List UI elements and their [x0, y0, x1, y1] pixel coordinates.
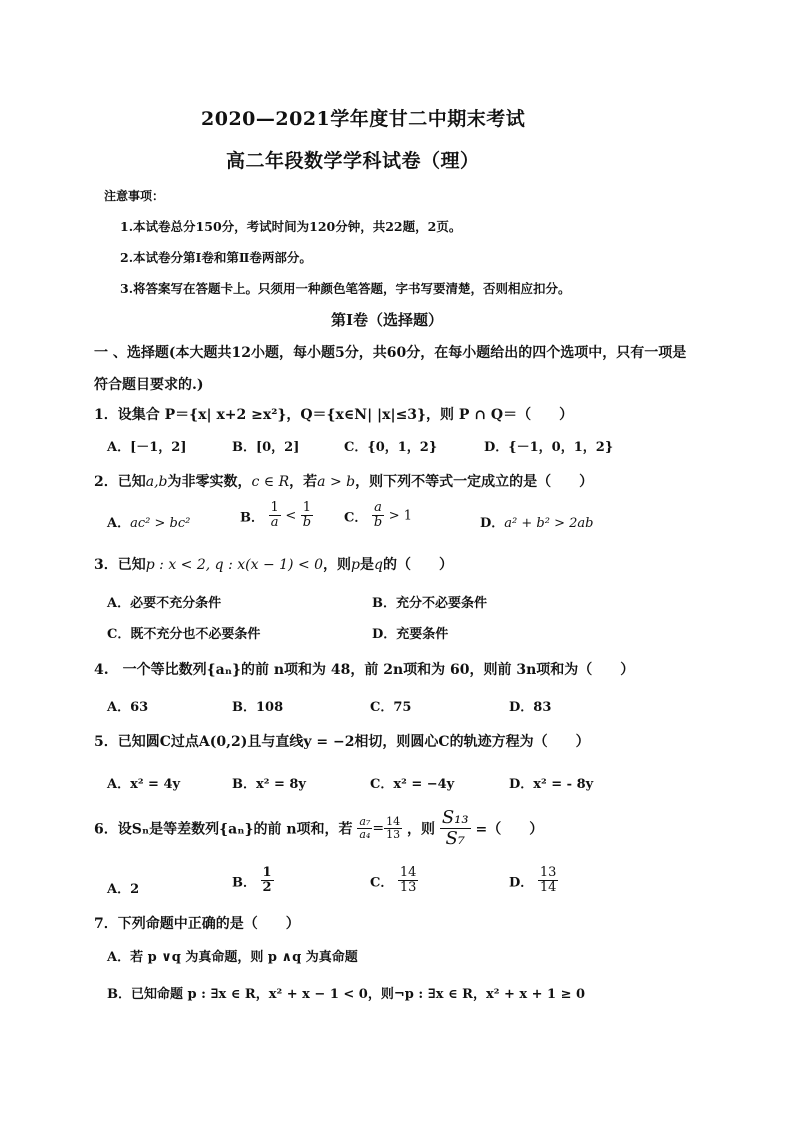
question-2-stem: [94, 471, 593, 491]
question-5-option-d: D．x² = - 8y: [509, 777, 594, 792]
q3-var-q: q: [374, 557, 383, 573]
question-7-stem: 7．下列命题中正确的是（ ）: [94, 916, 300, 932]
q6-value-frac: [384, 816, 402, 841]
q6-stem-text-3: =（ ）: [475, 821, 544, 838]
q2-opt-d-math: a² + b² > 2ab: [504, 516, 594, 531]
q3-condition: p : x < 2, q : x(x − 1) < 0: [145, 557, 324, 573]
question-2-option-c: [344, 501, 412, 531]
notes-heading: 注意事项：: [104, 189, 165, 203]
question-5-option-b: B．x² = 8y: [232, 777, 306, 792]
question-4-option-b: B．108: [232, 700, 284, 715]
q2-opt-a-label: A．: [107, 516, 131, 531]
q2-opt-b-label: B．: [240, 510, 264, 526]
question-7-option-b: B．已知命题 p : ∃x ∈ R，x² + x − 1 < 0，则¬p : ∃x ∈ R，x² + x + 1 ≥ 0: [107, 987, 586, 1002]
question-1-option-d: D．{－1，0，1，2}: [484, 440, 614, 455]
q2-stem-text-4: ，则下列不等式一定成立的是（ ）: [355, 474, 594, 490]
q6-opt-b-frac: [261, 866, 274, 896]
question-5-stem: 5．已知圆C过点A(0,2)且与直线y = −2相切，则圆心C的轨迹方程为（ ）: [94, 734, 590, 750]
frac-numerator: 13: [539, 865, 557, 880]
q6-opt-b-label: B．: [232, 875, 256, 891]
question-2-option-b: [240, 501, 313, 531]
question-1-option-c: C．{0，1，2}: [344, 440, 438, 455]
q6-opt-c-frac: [398, 866, 419, 896]
question-2-option-d: [480, 512, 593, 531]
frac-numerator: a: [372, 501, 384, 516]
frac-denominator: 13: [399, 880, 417, 896]
section-instruction-line1: 一 、选择题(本大题共12小题，每小题5分，共60分，在每小题给出的四个选项中，只有一项是: [94, 345, 687, 361]
q3-var-p: p: [351, 557, 361, 573]
frac-denominator: a: [270, 515, 279, 531]
q2-opt-c-label: C．: [344, 510, 368, 526]
exam-subtitle: 高二年段数学学科试卷（理）: [226, 150, 480, 172]
note-item-3: 3.将答案写在答题卡上。只须用一种颜色笔答题，字书写要清楚，否则相应扣分。: [120, 281, 571, 296]
question-3-option-c: C．既不充分也不必要条件: [107, 627, 261, 642]
q2-stem-text-3: ，若: [289, 474, 318, 490]
q2-c-in-r: c ∈ R: [251, 474, 290, 490]
q2-opt-b-frac-2: [301, 501, 313, 531]
section-title: 第Ⅰ卷（选择题）: [331, 311, 444, 329]
frac-denominator: 14: [539, 880, 557, 896]
q6-equals: =: [372, 820, 385, 837]
q2-var-ab: a,b: [145, 474, 168, 490]
question-3-option-d: D．充要条件: [372, 627, 449, 642]
frac-denominator: a₄: [359, 827, 371, 841]
question-6-option-c: [370, 866, 418, 896]
q2-opt-b-frac-1: [269, 501, 281, 531]
q2-stem-text-1: 2．已知: [94, 474, 146, 490]
question-5-option-c: C．x² = −4y: [370, 777, 455, 792]
question-2-option-a: [107, 512, 190, 531]
q2-opt-b-lt: <: [285, 508, 297, 524]
q3-stem-text-2: ，则: [323, 557, 352, 573]
question-7-option-a: A．若 p ∨q 为真命题，则 p ∧q 为真命题: [107, 950, 358, 965]
q3-stem-text-1: 3．已知: [94, 557, 146, 573]
q6-s-ratio-frac: [440, 808, 471, 849]
frac-denominator: b: [373, 515, 383, 531]
question-1-option-a: A．[－1，2]: [107, 440, 187, 455]
frac-numerator: 1: [301, 501, 313, 516]
question-1-stem: 1．设集合 P＝{x| x+2 ≥x²}，Q＝{x∈N| |x|≤3}，则 P ∩ Q＝（ ）: [94, 407, 574, 423]
frac-numerator: 1: [270, 500, 279, 515]
q6-opt-d-label: D．: [509, 875, 534, 891]
frac-numerator: 1: [262, 865, 272, 880]
question-4-option-d: D．83: [509, 700, 552, 715]
q6-stem-text-1: 6．设Sₙ是等差数列{aₙ}的前 n项和，若: [94, 821, 353, 838]
frac-denominator: b: [302, 515, 312, 531]
question-3-stem: [94, 554, 453, 574]
note-item-1: 1.本试卷总分150分，考试时间为120分钟，共22题，2页。: [120, 219, 462, 234]
frac-denominator: 2: [262, 880, 272, 896]
q3-stem-text-3: 是: [360, 557, 375, 573]
question-6-option-a: A．2: [107, 882, 140, 897]
q6-ratio-frac: [357, 816, 372, 841]
section-instruction-line2: 符合题目要求的.): [94, 377, 204, 393]
question-6-option-d: [509, 866, 558, 896]
question-6-option-b: [232, 866, 274, 896]
frac-numerator: 14: [399, 865, 417, 880]
frac-numerator: S₁₃: [441, 807, 469, 828]
frac-denominator: 13: [386, 827, 401, 841]
question-4-option-c: C．75: [370, 700, 412, 715]
q2-opt-c-tail: > 1: [388, 508, 413, 524]
question-4-stem: 4. 一个等比数列{aₙ}的前 n项和为 48，前 2n项和为 60，则前 3n项和为（ ）: [94, 662, 635, 678]
q2-opt-a-math: ac² > bc²: [130, 516, 191, 531]
q2-opt-d-label: D．: [480, 516, 505, 531]
question-6-stem: [94, 808, 543, 849]
question-3-option-a: A．必要不充分条件: [107, 596, 222, 611]
q6-opt-d-frac: [538, 866, 559, 896]
frac-numerator: a₇: [359, 814, 371, 828]
question-3-option-b: B．充分不必要条件: [372, 596, 487, 611]
frac-denominator: S₇: [445, 827, 465, 849]
exam-title: 2020—2021学年度甘二中期末考试: [201, 108, 526, 130]
q6-stem-text-2: ，则: [406, 821, 435, 838]
question-1-option-b: B．[0，2]: [232, 440, 300, 455]
frac-numerator: 14: [386, 814, 401, 828]
q2-stem-text-2: 为非零实数，: [167, 474, 252, 490]
q2-opt-c-frac: [372, 501, 384, 531]
q6-opt-c-label: C．: [370, 875, 394, 891]
q3-stem-text-4: 的（ ）: [382, 557, 453, 573]
q2-a-gt-b: a > b: [317, 474, 356, 490]
note-item-2: 2.本试卷分第Ⅰ卷和第Ⅱ卷两部分。: [120, 250, 312, 265]
question-5-option-a: A．x² = 4y: [107, 777, 181, 792]
question-4-option-a: A．63: [107, 700, 149, 715]
